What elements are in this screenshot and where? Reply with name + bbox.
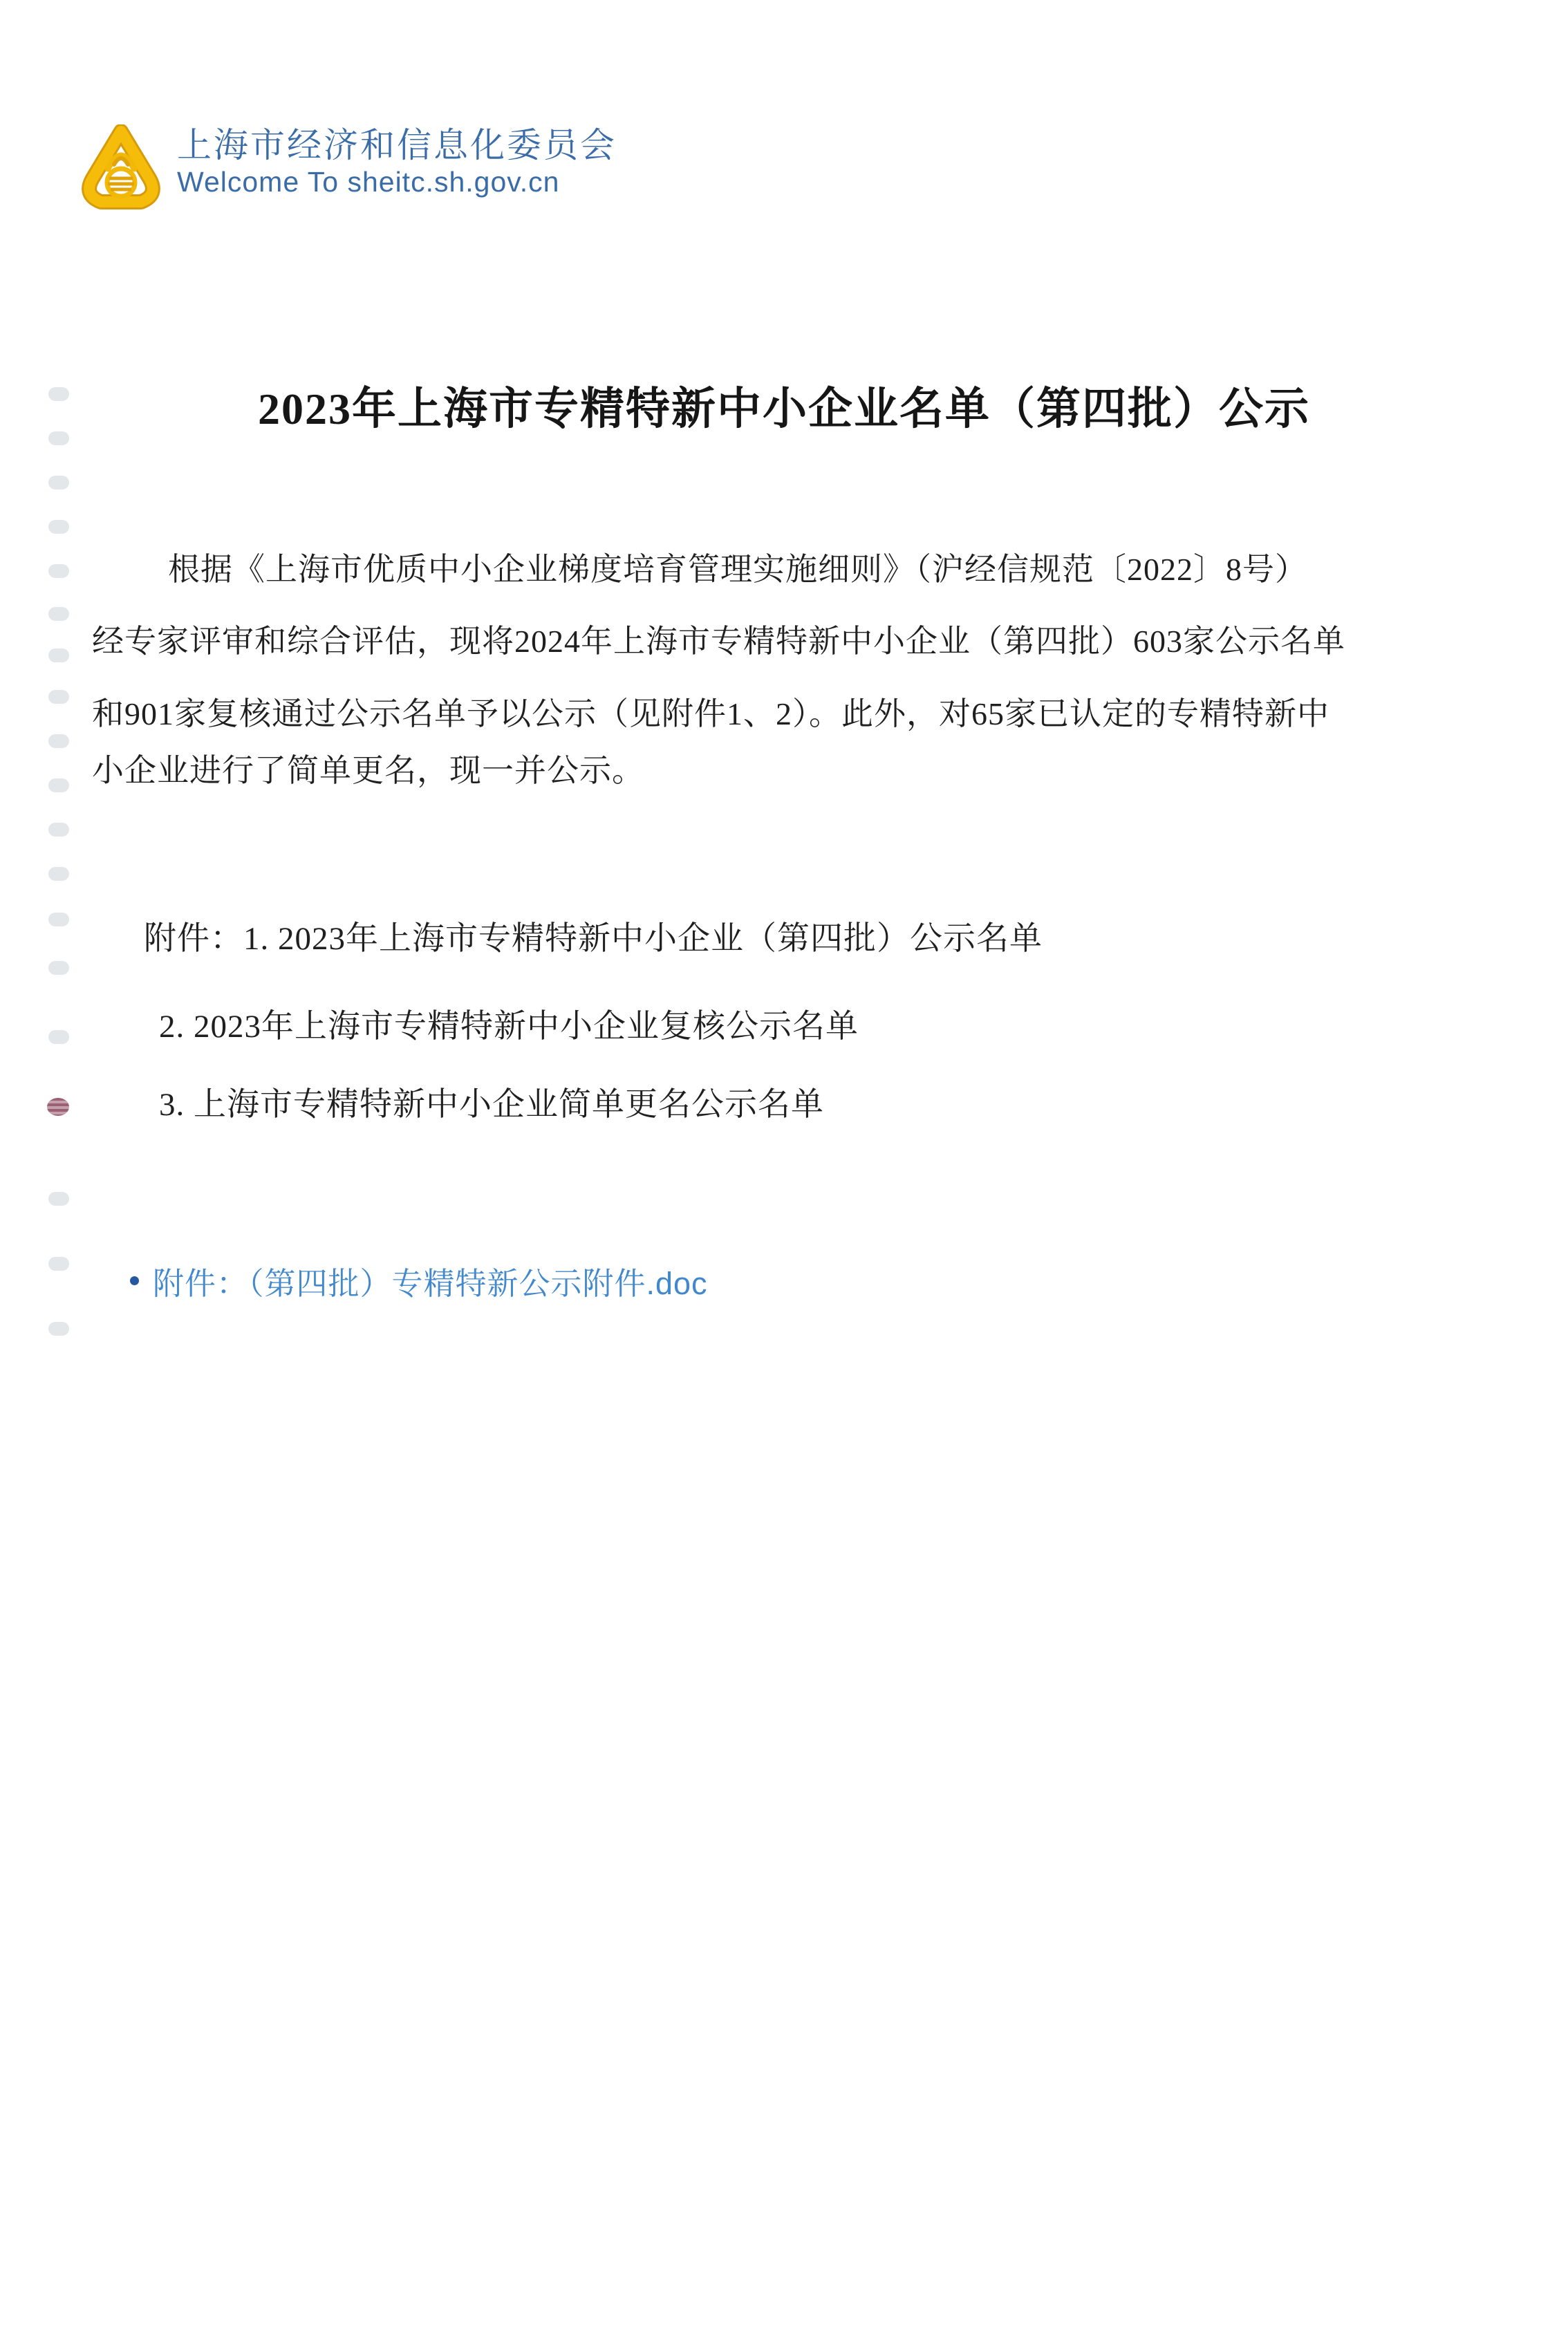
body-line: 根据《上海市优质中小企业梯度培育管理实施细则》（沪经信规范〔2022〕8号） [168,552,1307,587]
margin-dot [48,1257,69,1271]
attachment-download-link[interactable]: 附件：（第四批）专精特新公示附件.doc [153,1265,708,1301]
margin-dot [48,476,69,489]
body-line: 经专家评审和综合评估，现将2024年上海市专精特新中小企业（第四批）603家公示名单 [92,624,1345,659]
margin-dot [48,734,69,748]
margin-dot [48,823,69,837]
site-logo[interactable] [82,123,617,214]
body-line: 和901家复核通过公示名单予以公示（见附件1、2）。此外，对65家已认定的专精特新中 [92,696,1329,731]
page-title: 2023年上海市专精特新中小企业名单（第四批）公示 [258,384,1310,433]
attachment-list-item: 附件：1. 2023年上海市专精特新中小企业（第四批）公示名单 [144,921,1043,957]
margin-dot [48,961,69,975]
attachment-download-row[interactable] [130,1260,708,1301]
attachment-list-item: 3. 上海市专精特新中小企业简单更名公示名单 [159,1087,824,1123]
margin-dot [48,1322,69,1336]
margin-dot [48,778,69,792]
margin-dot [48,1192,69,1206]
margin-dot [48,648,69,662]
commission-emblem-icon [82,124,160,213]
margin-dot [48,520,69,534]
body-line: 小企业进行了简单更名，现一并公示。 [92,753,644,788]
margin-dot [48,1030,69,1044]
margin-dot [48,690,69,704]
site-logo-text [177,126,617,199]
site-title: 上海市经济和信息化委员会 [177,126,617,165]
bullet-icon [130,1276,139,1285]
site-subtitle: Welcome To sheitc.sh.gov.cn [177,166,560,198]
margin-dot [48,867,69,881]
attachment-list-item: 2. 2023年上海市专精特新中小企业复核公示名单 [159,1009,859,1045]
margin-dot [48,607,69,621]
margin-dot [48,913,69,926]
margin-dot-red [47,1098,69,1116]
margin-dot [48,564,69,578]
